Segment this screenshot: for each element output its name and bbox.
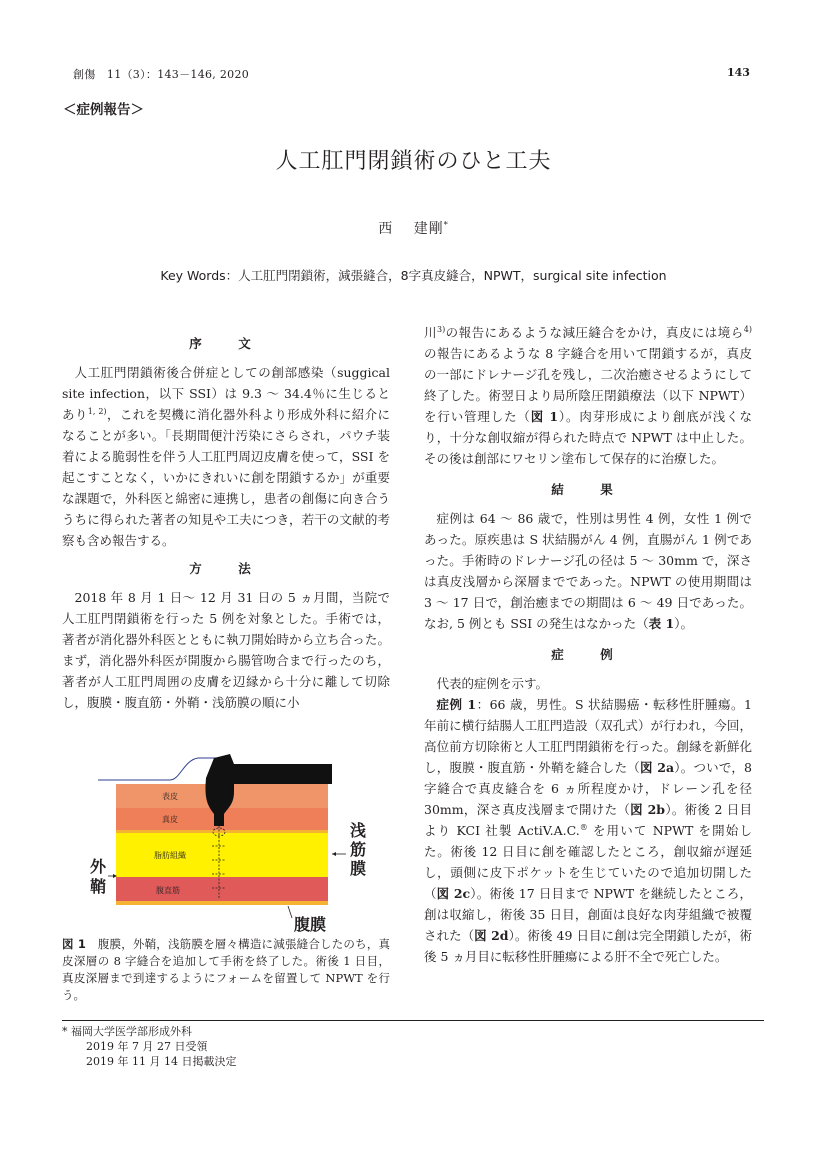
callout-superficial-fascia-2: 筋	[350, 840, 367, 859]
ref-1-2: 1, 2)	[87, 406, 107, 416]
results-heading: 結 果	[551, 482, 625, 497]
callout-outer-sheath-2: 鞘	[90, 877, 107, 896]
running-head: 創傷 11（3）：143－146, 2020	[73, 68, 250, 81]
ref-4: 4)	[743, 324, 752, 334]
figure-1-caption-label: 図 1	[62, 937, 86, 951]
footnote	[62, 1024, 236, 1069]
footnote-accepted: 2019 年 11 月 14 日掲載決定	[86, 1055, 237, 1068]
skin-outline	[98, 758, 216, 780]
author-name: 西 建剛	[378, 221, 444, 237]
label-rectus: 腹直筋	[156, 886, 180, 895]
page-number: 143	[727, 66, 750, 79]
footnote-affiliation: * 福岡大学医学部形成外科	[62, 1025, 192, 1038]
methods-paragraph-cont: 川$^{3)}$の報告にあるような減圧縫合をかけ，真皮には境ら$^{4)}$の報告にあるような 8 字縫合を用いて閉鎖するが，真皮の一部にドレナージ孔を残し，二次治癒させるようにして終了した。術翌日より局所陰圧閉鎖療法（以下 NPWT）を行い管理した（図 1）。肉芽形成により創底が浅くなり，十分な創収縮が得られた時点で NPWT は中止した。その後は創部にワセリン塗布して保存的に治療した。	[424, 324, 752, 466]
methods-heading: 方 法	[189, 561, 263, 576]
methods-paragraph: 2018 年 8 月 1 日～ 12 月 31 日の 5 ヵ月間，当院で人工肛門閉鎖術を行った 5 例を対象とした。手術では，著者が消化器外科医とともに執刀開始時から立ち合った。まず，消化器外科医が開腹から腸管吻合まで行ったのち，著者が人工肛門周囲の皮膚を辺縁から十分に離して切除し，腹膜・腹直筋・外鞘・浅筋膜の順に小	[62, 590, 390, 710]
article-type: ＜症例報告＞	[63, 102, 144, 118]
ref-3: 3)	[436, 324, 446, 334]
intro-paragraph: 人工肛門閉鎖術後合併症としての創部感染（suggical site infection，以下 SSI）は 9.3 ～ 34.4％に生じるとあり$^{1, 2)}$，これを契機に消化器外科より形成外科に紹介になることが多い。「長期間便汁汚染にさらされ，パウチ装着による脆弱性を伴う人工肛門周辺皮膚を使って，SSI を起こすことなく，いかにきれいに創を閉鎖するか」が重要な課題で，外科医と綿密に連携し，患者の創傷に向き合ううちに得られた著者の知見や工夫につき，若干の文献的考察も含め報告する。	[62, 365, 390, 548]
figure-1-caption-text: 腹膜，外鞘，浅筋膜を層々構造に減張縫合したのち，真皮深層の 8 字縫合を追加して手術を終了した。術後 1 日目，真皮深層まで到達するようにフォームを留置して NPWT を行う。	[62, 937, 391, 1002]
cases-heading: 症 例	[551, 647, 625, 662]
intro-heading: 序 文	[189, 336, 263, 351]
case1-label: 症例 1	[436, 697, 477, 712]
right-column	[424, 322, 752, 974]
fig2d-ref: 図 2d	[474, 928, 509, 943]
article-title: 人工肛門閉鎖術のひと工夫	[275, 149, 552, 174]
layer-peritoneum-line	[116, 901, 328, 905]
keywords: Key Words：人工肛門閉鎖術，減張縫合，8字真皮縫合，NPWT，surgical site infection	[160, 268, 667, 283]
layer-fascia-line	[116, 830, 328, 833]
author	[0, 218, 827, 238]
cases-intro: 代表的症例を示す。	[436, 676, 549, 691]
callout-outer-sheath-1: 外	[90, 857, 107, 876]
callout-superficial-fascia-3: 膜	[350, 859, 367, 878]
fig2a-ref: 図 2a	[640, 760, 675, 775]
layer-fat	[116, 833, 328, 877]
footnote-rule	[62, 1020, 764, 1021]
arrow-peritoneum	[288, 906, 292, 918]
layer-rectus	[116, 877, 328, 901]
case1-paragraph: 症例 1：66 歳，男性。S 状結腸癌・転移性肝腫瘍。1 年前に横行結腸人工肛門造設（双孔式）が行われ，今回，高位前方切除術と人工肛門閉鎖術を行った。創縁を新鮮化し，腹膜・腹直筋・外鞘を縫合した（図 2a）。ついで，8 字縫合で真皮縫合を 6 ヵ所程度かけ，ドレーン孔を径 30mm，深さ真皮浅層まで開けた（図 2b）。術後 2 日目より KCI 社製 ActiV.A.C.® を用いて NPWT を開始した。術後 12 日目に創を確認したところ，創収縮が遅延し，頭側に皮下ポケットを生じていたので追加切開した（図 2c）。術後 17 日目まで NPWT を継続したところ，創は収縮し，術後 35 日目，創面は良好な肉芽組織で被覆された（図 2d）。術後 49 日目に創は完全閉鎖したが，術後 5 ヵ月目に転移性肝腫瘍による肝不全で死亡した。	[424, 697, 752, 964]
results-paragraph: 症例は 64 ～ 86 歳で，性別は男性 4 例，女性 1 例であった。原疾患は S 状結腸がん 4 例，直腸がん 1 例であった。手術時のドレナージ孔の径は 5 ～ 30mm で，深さは真皮浅層から深層までであった。NPWT の使用期間は 3 ～ 17 日で，創治癒までの期間は 6 ～ 49 日であった。なお, 5 例とも SSI の発生はなかった（表 1）。	[424, 511, 752, 631]
figure-1-caption	[62, 936, 390, 1004]
figure-1-diagram	[88, 748, 398, 940]
footnote-received: 2019 年 7 月 27 日受領	[86, 1040, 208, 1053]
label-dermis: 真皮	[162, 815, 178, 824]
label-fat: 脂肪組織	[154, 851, 186, 860]
fig2c-ref: 図 2c	[436, 886, 471, 901]
table1-ref: 表 1	[648, 616, 675, 631]
author-mark: *	[443, 220, 449, 230]
registered-mark: ®	[579, 822, 588, 832]
fig2b-ref: 図 2b	[630, 802, 666, 817]
arrow-superficial-fascia-head	[332, 852, 336, 856]
left-column	[62, 333, 390, 720]
callout-superficial-fascia-1: 浅	[350, 821, 367, 840]
fig1-ref: 図 1	[530, 409, 559, 424]
callout-peritoneum: 腹膜	[294, 915, 327, 934]
label-epidermis: 表皮	[162, 792, 178, 801]
